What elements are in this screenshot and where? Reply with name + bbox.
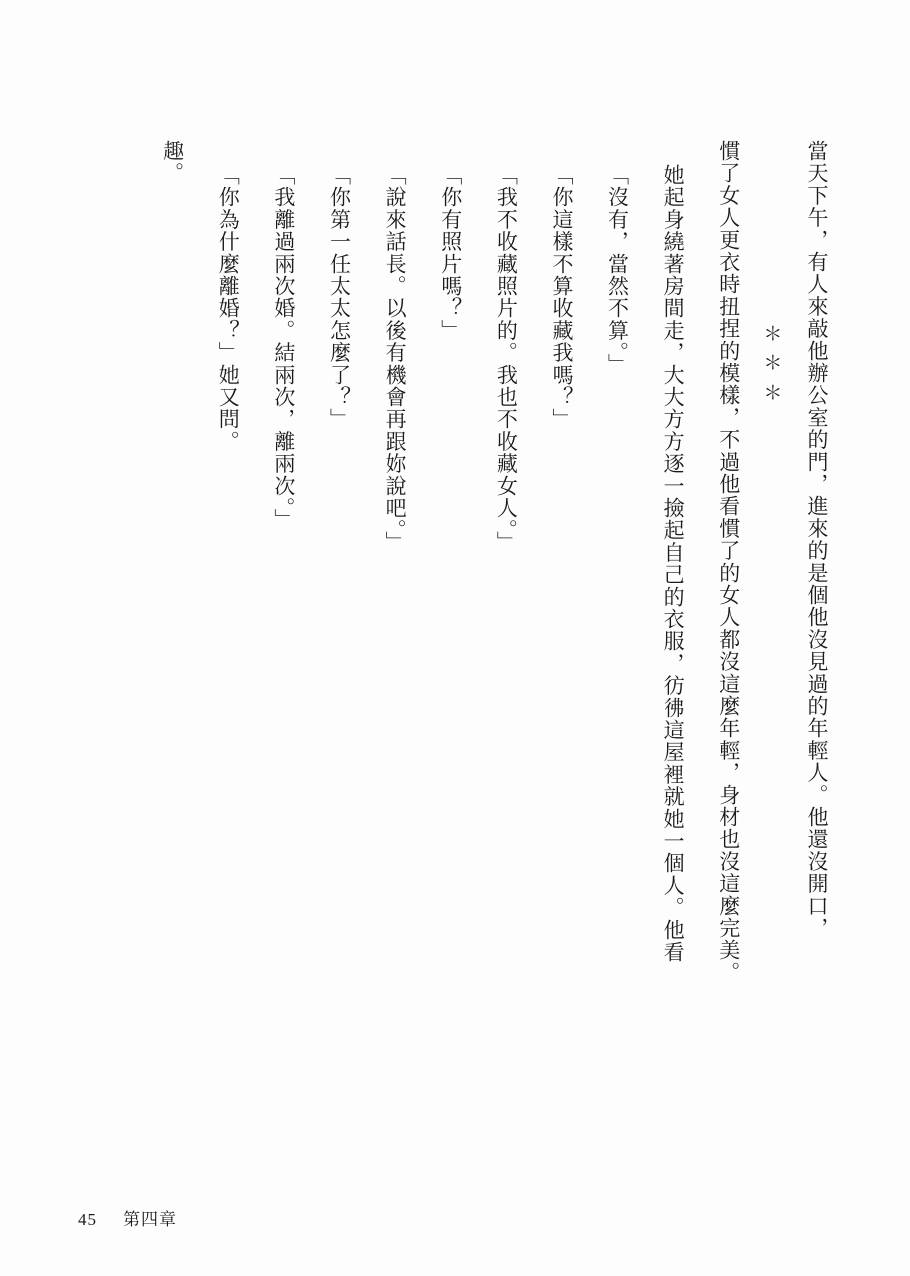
scene-break-mark-1: ＊: [763, 324, 783, 345]
paragraph: 「我離過兩次婚。結兩次，離兩次。」: [271, 164, 296, 531]
chapter-label: 第四章: [123, 1210, 177, 1229]
paragraph: 趣。: [160, 140, 185, 185]
paragraph: 「沒有，當然不算。」: [605, 164, 630, 376]
page-footer: [78, 1205, 177, 1230]
paragraph: 「你第一任太太怎麼了？」: [327, 164, 352, 431]
scene-break-mark-3: ＊: [763, 382, 783, 404]
paragraph: 她起身繞著房間走，大大方方逐一撿起自己的衣服，彷彿這屋裡就她一個人。他看: [661, 164, 686, 964]
page-number: 45: [78, 1210, 97, 1229]
scene-break: [763, 140, 782, 1170]
paragraph: 「你有照片嗎？」: [438, 164, 463, 342]
paragraph: 「你這樣不算收藏我嗎？」: [549, 164, 574, 431]
scene-break-mark-2: ＊: [763, 353, 783, 375]
paragraph: 慣了女人更衣時扭捏的模樣，不過他看慣了的女人都沒這麼年輕，身材也沒這麼完美。: [716, 140, 741, 984]
paragraph: 當天下午，有人來敲他辦公室的門，進來的是個他沒見過的年輕人。他還沒開口，: [805, 140, 829, 940]
paragraph: 「說來話長。以後有機會再跟妳說吧。」: [383, 164, 408, 554]
vertical-text-body: [138, 140, 838, 1170]
paragraph: 「你為什麼離婚？」她又問。: [216, 164, 241, 453]
paragraph: 「我不收藏照片的。我也不收藏女人。」: [494, 164, 519, 554]
